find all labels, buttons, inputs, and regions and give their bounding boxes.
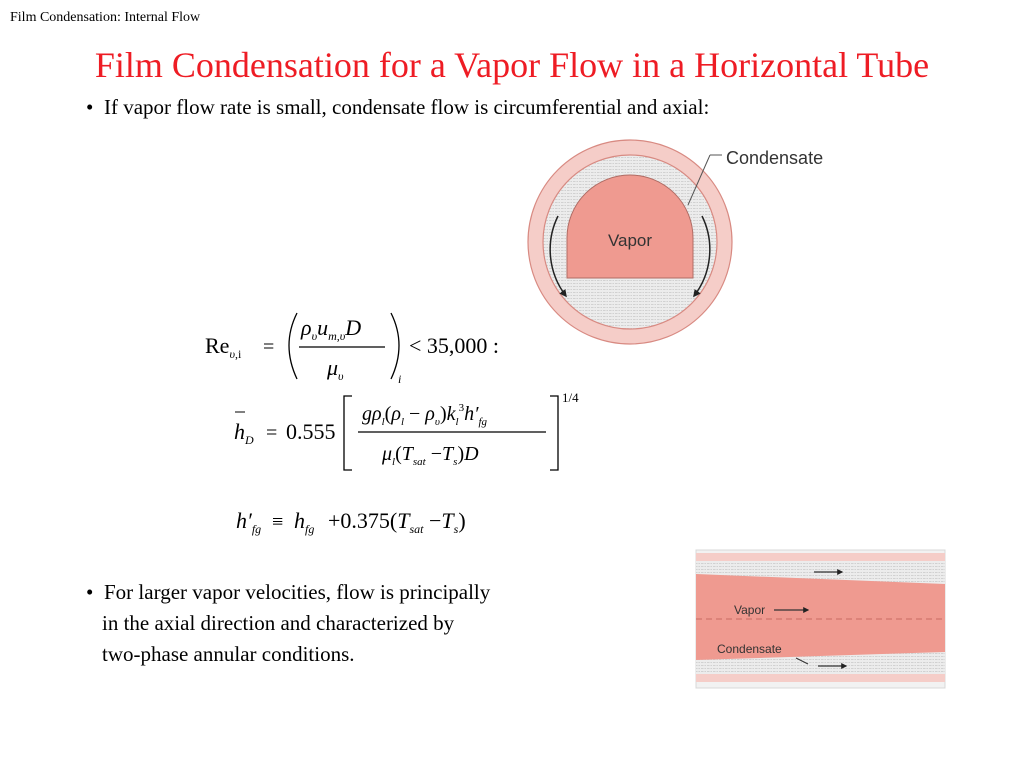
- slide-title: Film Condensation for a Vapor Flow in a Horizontal Tube: [94, 45, 930, 85]
- bottom-wall: [696, 674, 945, 682]
- condensate-label: Condensate: [726, 148, 824, 168]
- eq-hd-exponent: 1/4: [562, 390, 579, 405]
- bullet-dot: •: [86, 95, 94, 119]
- eq-re-lhs: $Re_\upsilon,i$: [205, 333, 242, 361]
- bullet-text-line1: For larger vapor velocities, flow is principally: [104, 580, 491, 604]
- eq-equiv: ≡: [272, 511, 284, 533]
- bullet-text-line3: two-phase annular conditions.: [102, 642, 355, 666]
- eq-hfg-rhs: $+0.375(T_{sat} -T_s)$: [328, 508, 466, 536]
- bullet-small-flow: [86, 92, 709, 123]
- hfg-prime-definition: [236, 500, 536, 545]
- eq-hd-denominator: $\mu_l(T_{sat} -T_s)D$: [382, 443, 479, 468]
- eq-re-relation: < 35,000 :: [409, 333, 500, 358]
- eq-hd-coefficient: 0.555: [286, 419, 336, 444]
- long-condensate-label: Condensate: [717, 642, 782, 656]
- hD-correlation: [230, 388, 610, 473]
- eq-hfg-term: $h_{fg}$: [294, 508, 315, 536]
- slide-header: Film Condensation: Internal Flow: [10, 10, 201, 25]
- top-wall: [696, 553, 945, 561]
- eq-hd-numerator: $g\rho_l(\rho_l - \rho_\upsilon)k_l^3h'_{fg}$: [362, 402, 488, 428]
- reynolds-equation: [205, 303, 545, 388]
- eq-hd-lhs: $h_D$: [234, 419, 254, 447]
- eq-re-numerator: $\rho_\upsilon u_{m,\upsilon}D$: [301, 315, 362, 343]
- vapor-label: Vapor: [607, 231, 653, 250]
- eq-re-subscript: i: [398, 372, 402, 386]
- eq-equals: =: [263, 336, 275, 358]
- bullet-large-flow: [86, 577, 490, 670]
- bullet-dot: •: [86, 580, 94, 604]
- eq-hd-equals: =: [266, 422, 278, 444]
- bullet-text: If vapor flow rate is small, condensate flow is circumferential and axial:: [104, 95, 710, 119]
- tube-cross-section-diagram: [520, 138, 850, 378]
- eq-hfg-lhs: $h'_{fg}$: [236, 508, 262, 536]
- tube-longitudinal-diagram: [696, 550, 946, 690]
- long-vapor-label: Vapor: [734, 603, 766, 617]
- eq-re-denominator: $\mu_\upsilon$: [327, 355, 344, 383]
- bullet-text-line2: in the axial direction and characterized by: [102, 611, 455, 635]
